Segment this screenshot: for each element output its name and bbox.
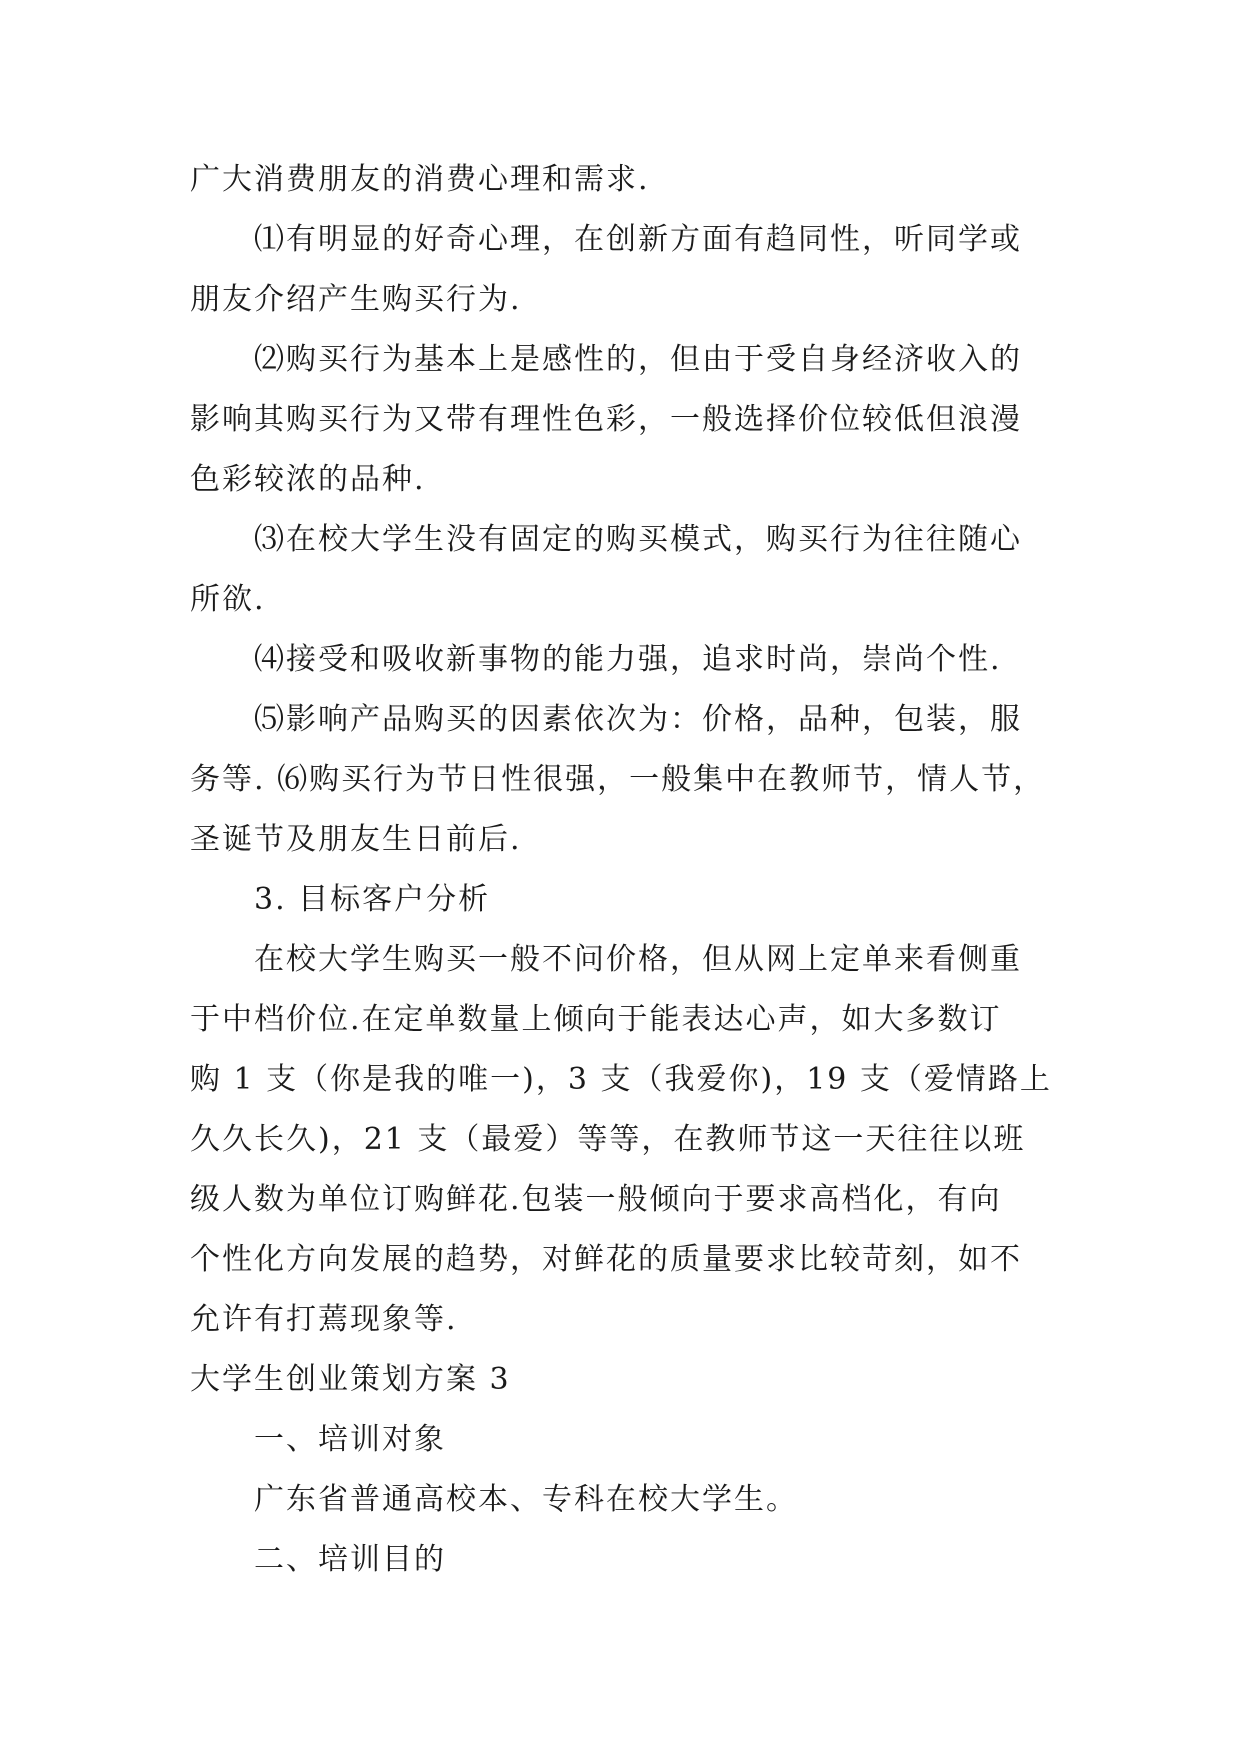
text-line: ⑴有明显的好奇心理，在创新方面有趋同性，听同学或 bbox=[254, 222, 1022, 257]
text-line: ⑷接受和吸收新事物的能力强，追求时尚，崇尚个性. bbox=[254, 642, 1002, 677]
document-title: 大学生创业策划方案 3 bbox=[190, 1362, 511, 1397]
text-line: 于中档价位.在定单数量上倾向于能表达心声，如大多数订 bbox=[190, 1002, 1002, 1037]
text-line: 个性化方向发展的趋势，对鲜花的质量要求比较苛刻，如不 bbox=[190, 1242, 1022, 1277]
text-line: 久久长久)，21 支（最爱）等等，在教师节这一天往往以班 bbox=[190, 1122, 1026, 1157]
text-line: 影响其购买行为又带有理性色彩，一般选择价位较低但浪漫 bbox=[190, 402, 1022, 437]
text-line: 在校大学生购买一般不问价格，但从网上定单来看侧重 bbox=[254, 942, 1022, 977]
text-line: 色彩较浓的品种. bbox=[190, 462, 426, 497]
section-heading: 二、培训目的 bbox=[254, 1542, 446, 1577]
section-heading: 3. 目标客户分析 bbox=[254, 882, 491, 917]
text-line: 务等. ⑹购买行为节日性很强，一般集中在教师节，情人节， bbox=[190, 762, 1046, 797]
text-line: 允许有打蔫现象等. bbox=[190, 1302, 458, 1337]
text-line: 朋友介绍产生购买行为. bbox=[190, 282, 522, 317]
text-line: ⑶在校大学生没有固定的购买模式，购买行为往往随心 bbox=[254, 522, 1022, 557]
section-heading: 一、培训对象 bbox=[254, 1422, 446, 1457]
document-body bbox=[190, 150, 1050, 1590]
text-line: 所欲. bbox=[190, 582, 266, 617]
text-line: 广东省普通高校本、专科在校大学生。 bbox=[254, 1482, 798, 1517]
text-line: 广大消费朋友的消费心理和需求. bbox=[190, 162, 650, 197]
text-line: 购 1 支（你是我的唯一)，3 支（我爱你)，19 支（爱情路上 bbox=[190, 1062, 1052, 1097]
text-line: ⑵购买行为基本上是感性的，但由于受自身经济收入的 bbox=[254, 342, 1022, 377]
text-line: ⑸影响产品购买的因素依次为：价格，品种，包装，服 bbox=[254, 702, 1022, 737]
text-line: 级人数为单位订购鲜花.包装一般倾向于要求高档化，有向 bbox=[190, 1182, 1002, 1217]
text-line: 圣诞节及朋友生日前后. bbox=[190, 822, 522, 857]
